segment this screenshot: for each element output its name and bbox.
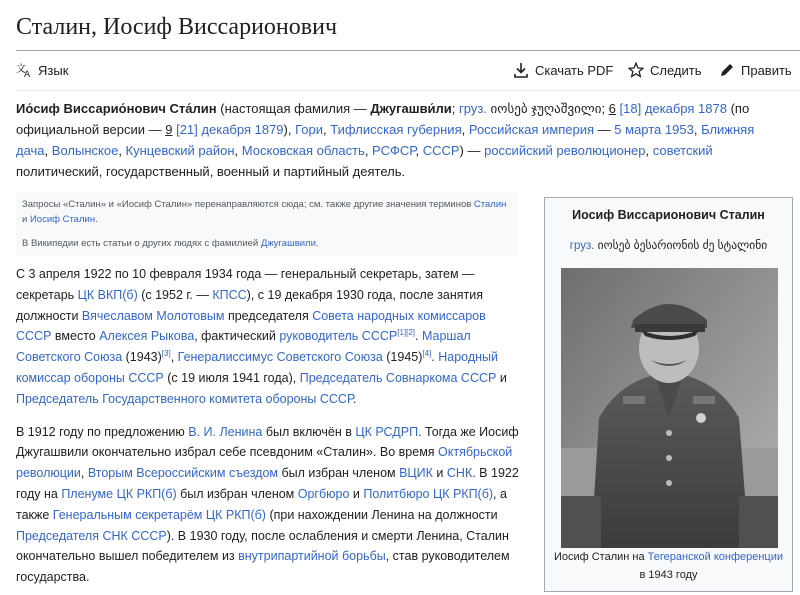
text: был избран членом <box>278 466 400 481</box>
svg-text:A: A <box>24 70 31 78</box>
text: (настоящая фамилия — <box>216 101 371 116</box>
text: , <box>461 122 469 137</box>
birth-day-old-style: 6 <box>608 101 616 116</box>
text: ; <box>601 101 609 116</box>
text: , став руководителем государства. <box>16 549 510 585</box>
text: , <box>80 466 88 481</box>
defence-commissar-link[interactable]: Народный комиссар обороны СССР <box>16 350 499 385</box>
ck-rsdrp-link[interactable]: ЦК РСДРП <box>355 424 419 439</box>
ref-3[interactable]: [3] <box>161 349 171 359</box>
text: и <box>349 486 364 501</box>
politburo-link[interactable]: Политбюро ЦК РКП(б) <box>363 486 494 501</box>
text: , <box>44 143 52 158</box>
page-title: Сталин, Иосиф Виссарионович <box>16 14 338 40</box>
text: ; <box>451 101 460 116</box>
kpss-link[interactable]: КПСС <box>212 287 247 302</box>
text: председателя <box>224 308 313 323</box>
text: , <box>323 122 331 137</box>
georgian-name: იოსებ ჯუღაშვილი <box>486 101 602 116</box>
official-birth-date-link[interactable]: декабря 1879 <box>201 122 284 137</box>
sovnarkom-chairman-link[interactable]: Председатель Совнаркома СССР <box>299 370 497 385</box>
text: , <box>693 122 702 137</box>
hatnote-iosif-stalin-link[interactable]: Иосиф Сталин <box>29 214 96 225</box>
vcik-link[interactable]: ВЦИК <box>399 466 433 481</box>
georgian-language-link[interactable]: груз. <box>459 101 487 116</box>
general-secretary-link[interactable]: Генеральным секретарём ЦК РКП(б) <box>52 507 266 522</box>
text: , <box>415 143 423 158</box>
text: Запросы «Сталин» и «Иосиф Сталин» перенаправляются сюда; см. также другие значения терминов <box>22 199 474 210</box>
moscow-oblast-link[interactable]: Московская область <box>241 143 365 158</box>
text: , <box>364 143 373 158</box>
lenin-link[interactable]: В. И. Ленина <box>188 424 263 439</box>
molotov-link[interactable]: Вячеславом Молотовым <box>81 308 225 323</box>
text: ), <box>283 122 296 137</box>
official-birth-day: 9 <box>165 122 173 137</box>
text: и <box>432 466 447 481</box>
text: ) — <box>459 143 485 158</box>
lead-paragraph <box>16 98 776 182</box>
hatnote-dzhugashvili-link[interactable]: Джугашвили <box>260 238 316 249</box>
revolutionary-link[interactable]: российский революционер <box>484 143 646 158</box>
text: . <box>431 350 439 365</box>
disambiguation-hatnote <box>16 193 518 255</box>
plenum-link[interactable]: Пленуме ЦК РКП(б) <box>61 486 177 501</box>
portrait-photo[interactable] <box>561 268 778 548</box>
tehran-conference-link[interactable]: Тегеранской конференции <box>647 551 784 563</box>
title-divider <box>16 50 800 51</box>
generalissimo-link[interactable]: Генералиссимус Советского Союза <box>177 350 383 365</box>
text: В 1912 году по предложению <box>16 424 189 439</box>
text: . Тогда же Иосиф Джугашвили окончательно избрал себе псевдоним «Сталин». Во время <box>16 424 519 460</box>
infobox-title: Иосиф Виссарионович Сталин <box>572 208 765 222</box>
paragraph-1912 <box>16 422 520 588</box>
ussr-link[interactable]: СССР <box>422 143 460 158</box>
text: იოსებ ბესარიონის ძე სტალინი <box>594 240 768 252</box>
october-revolution-link[interactable]: Октябрьской революции <box>16 445 513 481</box>
watch-label: Следить <box>650 62 702 78</box>
text: . В 1922 году на <box>16 466 519 501</box>
text: В Википедии есть статьи о других людях с фамилией <box>22 238 261 249</box>
marshal-link[interactable]: Маршал Советского Союза <box>16 329 471 365</box>
subject-name: Ио́сиф Виссарио́нович Ста́лин <box>16 101 217 116</box>
text: ), с 19 декабря 1930 года, после занятия должности <box>16 287 483 323</box>
text: — <box>594 122 615 137</box>
text: (с 1952 г. — <box>137 287 213 302</box>
kuntsevo-link[interactable]: Кунцевский район <box>125 143 235 158</box>
text: (1945) <box>382 350 423 365</box>
text: был избран членом <box>176 486 298 501</box>
text: в 1943 году <box>639 569 698 581</box>
language-button[interactable] <box>16 62 68 78</box>
hatnote-divider <box>16 231 518 232</box>
real-surname: Джугашви́ли <box>370 101 452 116</box>
ref-18[interactable]: [18] <box>619 101 642 116</box>
download-pdf-label: Скачать PDF <box>535 62 614 78</box>
watch-button[interactable] <box>628 62 702 78</box>
ref-1-2[interactable]: [1][2] <box>397 328 416 338</box>
language-label: Язык <box>38 62 69 78</box>
text: вместо <box>51 329 100 344</box>
inner-party-struggle-link[interactable]: внутрипартийной борьбы <box>238 549 386 564</box>
page-toolbar <box>16 58 792 86</box>
text: . <box>315 238 319 249</box>
sovnarkom-link[interactable]: Совета народных комиссаров СССР <box>16 308 486 344</box>
text: (с 19 июля 1941 года), <box>163 370 300 385</box>
text: . <box>352 391 357 406</box>
ck-vkpb-link[interactable]: ЦК ВКП(б) <box>77 287 138 302</box>
star-icon <box>628 62 644 78</box>
toolbar-divider <box>16 90 800 91</box>
hatnote-stalin-link[interactable]: Сталин <box>473 199 507 210</box>
text: . <box>95 214 98 225</box>
ussr-leader-link[interactable]: руководитель СССР <box>279 329 398 344</box>
snk-link[interactable]: СНК <box>446 466 473 481</box>
paragraph-career <box>16 264 520 410</box>
second-congress-link[interactable]: Вторым Всероссийским съездом <box>87 466 279 481</box>
gori-link[interactable]: Гори <box>295 122 323 137</box>
orgburo-link[interactable]: Оргбюро <box>297 486 350 501</box>
rykov-link[interactable]: Алексея Рыкова <box>99 329 195 344</box>
infobox-georgian-link[interactable]: груз. <box>569 240 595 252</box>
birth-date-link[interactable]: декабря 1878 <box>644 101 727 116</box>
text: и <box>22 214 30 225</box>
text: , <box>645 143 653 158</box>
ref-21[interactable]: [21] <box>176 122 198 137</box>
edit-label: Править <box>741 62 792 78</box>
edit-button[interactable] <box>719 62 792 78</box>
text: (при нахождении Ленина на должности <box>265 507 498 522</box>
text: Иосиф Сталин на <box>553 551 648 563</box>
rsfsr-link[interactable]: РСФСР <box>372 143 416 158</box>
text: . <box>415 329 422 344</box>
snk-chairman-link[interactable]: Председателя СНК СССР <box>16 528 167 543</box>
text: , <box>170 350 178 365</box>
portrait-caption <box>549 548 788 584</box>
soviet-link[interactable]: советский <box>652 143 713 158</box>
infobox-native-name <box>545 238 792 252</box>
download-pdf-button[interactable] <box>513 62 613 78</box>
article-body <box>16 264 520 595</box>
gko-chairman-link[interactable]: Председатель Государственного комитета обороны СССР <box>16 391 353 406</box>
death-date-link[interactable]: 5 марта 1953 <box>614 122 694 137</box>
portrait-illustration <box>561 268 778 548</box>
text: , а также <box>16 486 507 522</box>
text: (по официальной версии — <box>16 101 750 137</box>
volynskoe-link[interactable]: Волынское <box>51 143 119 158</box>
edit-pencil-icon <box>719 62 735 78</box>
text: и <box>496 370 507 385</box>
text: С 3 апреля 1922 по 10 февраля 1934 года — генеральный секретарь, затем — секретарь <box>16 267 475 302</box>
svg-text:文: 文 <box>16 64 26 75</box>
tiflis-governorate-link[interactable]: Тифлисская губерния <box>330 122 462 137</box>
text: ). В 1930 году, после ослабления и смерти Ленина, Сталин окончательно вышел победителем из <box>16 528 509 564</box>
russian-empire-link[interactable]: Российская империя <box>468 122 595 137</box>
download-icon <box>513 62 529 78</box>
ref-4[interactable]: [4] <box>422 349 432 359</box>
near-dacha-link[interactable]: Ближняя дача <box>16 122 755 158</box>
text: , фактический <box>194 329 280 344</box>
translate-icon <box>16 62 32 78</box>
text: , <box>118 143 126 158</box>
text: политический, государственный, военный и партийный деятель. <box>16 164 406 179</box>
text: (1943) <box>122 350 162 365</box>
text: был включён в <box>262 424 356 439</box>
infobox <box>544 197 793 592</box>
text: , <box>234 143 242 158</box>
